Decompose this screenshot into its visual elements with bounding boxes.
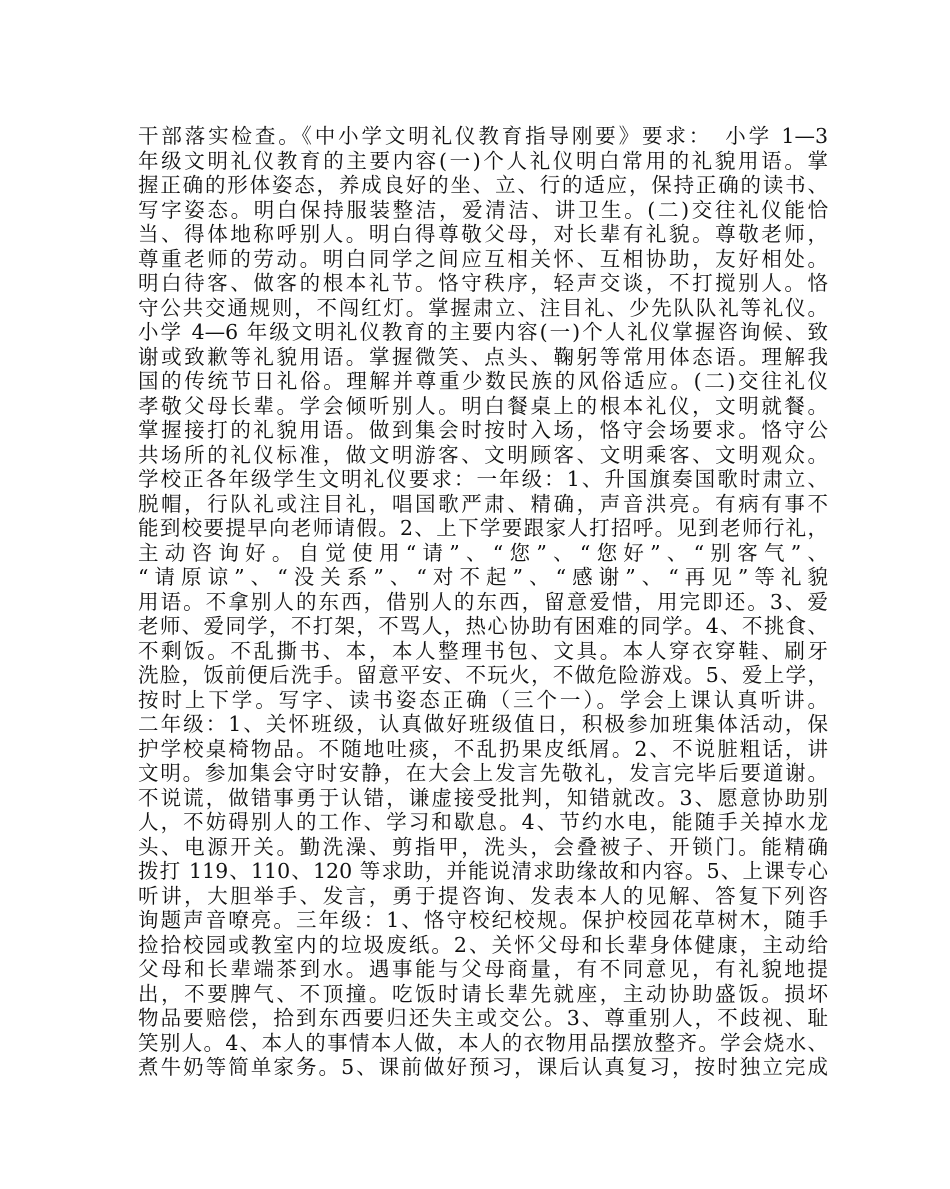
text-line: 询题声音嘹亮。三年级：1、恪守校纪校规。保护校园花草树木，随手	[138, 908, 828, 932]
text-line: 年级文明礼仪教育的主要内容(一)个人礼仪明白常用的礼貌用语。掌	[138, 148, 828, 173]
text-line: 用语。不拿别人的东西，借别人的东西，留意爱惜，用完即还。3、爱	[138, 589, 828, 614]
text-line: 明白待客、做客的根本礼节。恪守秩序，轻声交谈，不打搅别人。恪	[138, 271, 828, 295]
text-line: 老师、爱同学，不打架，不骂人，热心协助有困难的同学。4、不挑食、	[138, 614, 828, 638]
body-text	[138, 124, 828, 1080]
text-line: 按时上下学。写字、读书姿态正确（三个一）。学会上课认真听讲。	[138, 687, 828, 712]
text-line: 煮牛奶等简单家务。5、课前做好预习，课后认真复习，按时独立完成	[138, 1055, 828, 1079]
text-line: 文明。参加集会守时安静，在大会上发言先敬礼，发言完毕后要道谢。	[138, 761, 828, 785]
text-line: 护学校桌椅物品。不随地吐痰，不乱扔果皮纸屑。2、不说脏粗话，讲	[138, 736, 828, 761]
text-line: 拨打 119、110、120 等求助，并能说清求助缘故和内容。5、上课专心	[138, 859, 828, 883]
text-line: 谢或致歉等礼貌用语。掌握微笑、点头、鞠躬等常用体态语。理解我	[138, 344, 828, 369]
text-line: 守公共交通规则，不闯红灯。掌握肃立、注目礼、少先队队礼等礼仪。	[138, 295, 828, 320]
text-line: 尊重老师的劳动。明白同学之间应互相关怀、互相协助，友好相处。	[138, 246, 828, 271]
text-line: 共场所的礼仪标准，做文明游客、文明顾客、文明乘客、文明观众。	[138, 442, 828, 467]
text-line: 不剩饭。不乱撕书、本，本人整理书包、文具。本人穿衣穿鞋、刷牙	[138, 638, 828, 663]
text-line: 人，不妨碍别人的工作、学习和歇息。4、节约水电，能随手关掉水龙	[138, 810, 828, 834]
text-line: 当、得体地称呼别人。明白得尊敬父母，对长辈有礼貌。尊敬老师，	[138, 222, 828, 246]
text-line: 父母和长辈端茶到水。遇事能与父母商量，有不同意见，有礼貌地提	[138, 957, 828, 981]
text-line: 写字姿态。明白保持服装整洁，爱清洁、讲卫生。(二)交往礼仪能恰	[138, 197, 828, 222]
text-line: 脱帽，行队礼或注目礼，唱国歌严肃、精确，声音洪亮。有病有事不	[138, 491, 828, 516]
text-line: 国的传统节日礼俗。理解并尊重少数民族的风俗适应。(二)交往礼仪	[138, 369, 828, 393]
text-line: 小学 4—6 年级文明礼仪教育的主要内容(一)个人礼仪掌握咨询候、致	[138, 320, 828, 344]
text-line: 握正确的形体姿态，养成良好的坐、立、行的适应，保持正确的读书、	[138, 173, 828, 197]
text-line: 捡拾校园或教室内的垃圾废纸。2、关怀父母和长辈身体健康，主动给	[138, 932, 828, 957]
text-line: 干部落实检查。《中小学文明礼仪教育指导刚要》要求： 小学 1—3	[138, 124, 828, 148]
text-line: 物品要赔偿，拾到东西要归还失主或交公。3、尊重别人，不歧视、耻	[138, 1006, 828, 1030]
text-line: 不说谎，做错事勇于认错，谦虚接受批判，知错就改。3、愿意协助别	[138, 785, 828, 810]
text-line: 二年级：1、关怀班级，认真做好班级值日，积极参加班集体活动，保	[138, 712, 828, 736]
text-line: 孝敬父母长辈。学会倾听别人。明白餐桌上的根本礼仪，文明就餐。	[138, 393, 828, 418]
text-line: 主动咨询好。自觉使用“请”、“您”、“您好”、“别客气”、	[138, 540, 828, 565]
text-line: 能到校要提早向老师请假。2、上下学要跟家人打招呼。见到老师行礼，	[138, 516, 828, 540]
text-line: 头、电源开关。勤洗澡、剪指甲，洗头，会叠被子、开锁门。能精确	[138, 834, 828, 859]
text-line: 听讲，大胆举手、发言，勇于提咨询、发表本人的见解、答复下列咨	[138, 883, 828, 908]
text-line: 洗脸，饭前便后洗手。留意平安、不玩火，不做危险游戏。5、爱上学，	[138, 663, 828, 687]
text-line: 出，不要脾气、不顶撞。吃饭时请长辈先就座，主动协助盛饭。损坏	[138, 981, 828, 1006]
text-line: 掌握接打的礼貌用语。做到集会时按时入场，恪守会场要求。恪守公	[138, 418, 828, 442]
text-line: 学校正各年级学生文明礼仪要求：一年级：1、升国旗奏国歌时肃立、	[138, 467, 828, 491]
text-line: 笑别人。4、本人的事情本人做，本人的衣物用品摆放整齐。学会烧水、	[138, 1030, 828, 1055]
text-line: “请原谅”、“没关系”、“对不起”、“感谢”、“再见”等礼貌	[138, 565, 828, 589]
